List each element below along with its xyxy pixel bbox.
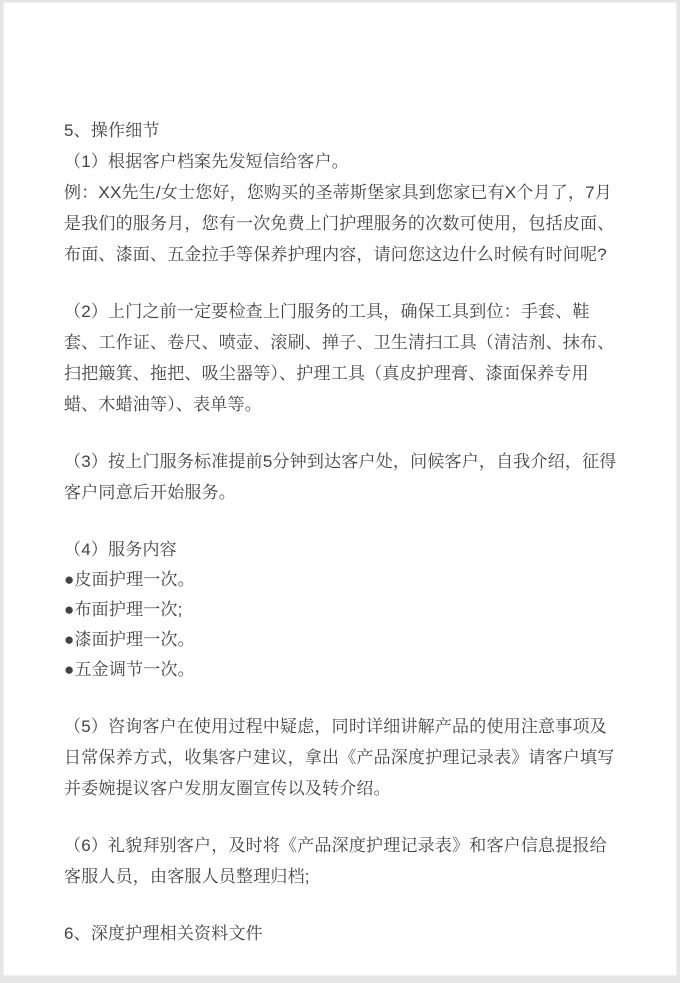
step-4-heading: （4）服务内容 — [64, 540, 177, 559]
step-5-paragraph: （5）咨询客户在使用过程中疑虑，同时详细讲解产品的使用注意事项及日常保养方式，收集客户建议，拿出《产品深度护理记录表》请客户填写并委婉提议客户发朋友圈宣传以及转介绍。 — [64, 717, 615, 798]
list-item: ●皮面护理一次。 — [64, 570, 195, 589]
sms-example-paragraph: 例：XX先生/女士您好，您购买的圣蒂斯堡家具到您家已有X个月了，7月是我们的服务月，您有一次免费上门护理服务的次数可使用，包括皮面、布面、漆面、五金拉手等保养护理内容，请问您这边什么时候有时间呢? — [64, 183, 615, 264]
document-page — [3, 2, 677, 976]
list-item: ●五金调节一次。 — [64, 660, 195, 679]
list-item: ●布面护理一次; — [64, 600, 183, 619]
section-6-heading: 6、深度护理相关资料文件 — [64, 924, 263, 943]
step-3-paragraph: （3）按上门服务标准提前5分钟到达客户处，问候客户，自我介绍，征得客户同意后开始服务。 — [64, 452, 617, 502]
section-5-heading: 5、操作细节 — [64, 121, 160, 140]
list-item: ●漆面护理一次。 — [64, 630, 195, 649]
step-2-paragraph: （2）上门之前一定要检查上门服务的工具，确保工具到位：手套、鞋套、工作证、卷尺、喷壶、滚刷、掸子、卫生清扫工具（清洁剂、抹布、扫把簸箕、拖把、吸尘器等）、护理工具（真皮护理膏、漆面保养专用蜡、木蜡油等）、表单等。 — [64, 302, 615, 414]
step-6-paragraph: （6）礼貌拜别客户，及时将《产品深度护理记录表》和客户信息提报给客服人员，由客服人员整理归档; — [64, 836, 607, 886]
step-1-paragraph: （1）根据客户档案先发短信给客户。 — [64, 152, 349, 171]
document-content — [4, 3, 676, 949]
service-items-list — [64, 565, 620, 685]
